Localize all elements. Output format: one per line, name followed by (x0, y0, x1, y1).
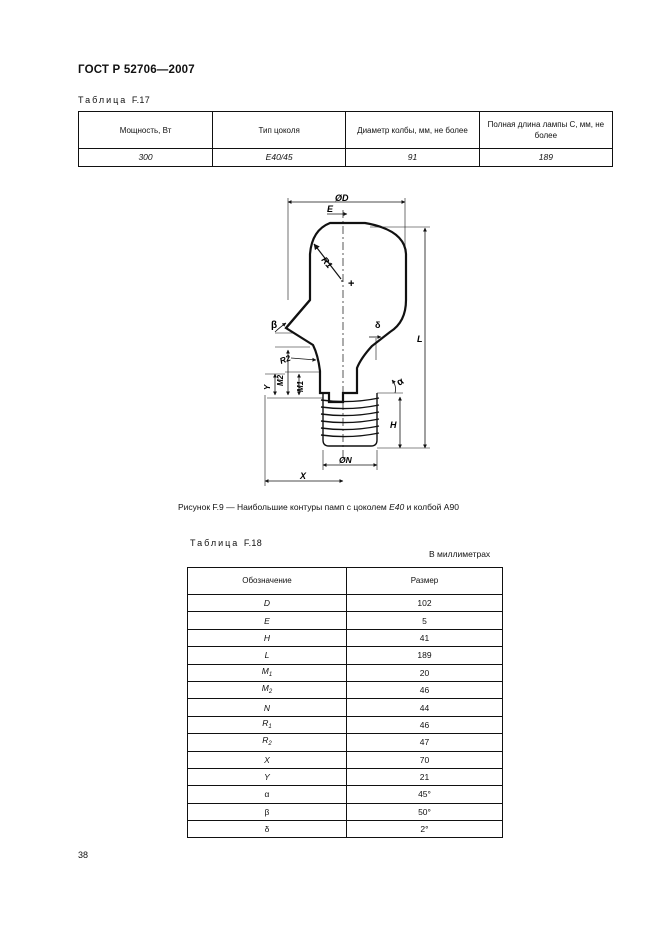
table-f18 (187, 567, 503, 838)
table-row (79, 149, 613, 167)
lamp-outline-drawing (255, 190, 445, 490)
label-delta: δ (375, 320, 381, 330)
label-r1: R1 (319, 254, 335, 271)
label-beta: β (271, 320, 278, 331)
cell-size: 41 (347, 629, 503, 646)
cell-designation (188, 595, 347, 612)
center-mark: + (348, 278, 355, 290)
page-number: 38 (78, 850, 89, 860)
cell-designation (188, 821, 347, 838)
cell-size: 70 (347, 751, 503, 768)
figure-caption (178, 502, 459, 512)
cell-designation (188, 803, 347, 820)
cell-size: 47 (347, 734, 503, 751)
cell-designation (188, 629, 347, 646)
label-r2: R2 (278, 352, 292, 366)
cell-lamp-length: 189 (479, 149, 612, 167)
cell-size: 5 (347, 612, 503, 629)
label-m2: M2 (276, 374, 285, 386)
caption-number: F.18 (243, 538, 263, 548)
table-header-row (79, 112, 613, 149)
threaded-base (321, 393, 379, 446)
header-cell-lamp-length: Полная длина лампы С, мм, не более (479, 112, 612, 149)
designation-symbol: R (262, 735, 269, 746)
document-title: ГОСТ Р 52706—2007 (78, 64, 195, 76)
cell-designation (188, 699, 347, 716)
cell-designation (188, 768, 347, 785)
label-n: ØN (339, 455, 352, 465)
designation-symbol: R (262, 717, 269, 728)
table-row (188, 786, 503, 803)
cell-size: 46 (347, 681, 503, 698)
caption-word: Таблица (78, 95, 128, 105)
caption-mid: и колбой (406, 502, 442, 512)
cell-size: 20 (347, 664, 503, 681)
label-alpha: α (395, 375, 406, 389)
table-row (188, 699, 503, 716)
label-d: ØD (335, 193, 349, 203)
table-row (188, 751, 503, 768)
cell-base-type: E40/45 (213, 149, 346, 167)
designation-symbol: δ (264, 824, 270, 835)
designation-symbol: N (263, 702, 271, 713)
designation-symbol: L (264, 650, 270, 661)
designation-symbol: H (263, 632, 271, 643)
header-cell-bulb-diameter: Диаметр колбы, мм, не более (346, 112, 480, 149)
table-f17 (78, 111, 613, 167)
cell-size: 44 (347, 699, 503, 716)
table-f17-caption (78, 95, 150, 105)
designation-symbol: D (263, 598, 271, 609)
header-cell-power: Мощность, Вт (79, 112, 213, 149)
table-row (188, 612, 503, 629)
units-note: В миллиметрах (429, 549, 491, 559)
cell-designation (188, 647, 347, 664)
designation-subscript: 1 (268, 723, 272, 730)
cell-bulb-diameter: 91 (346, 149, 480, 167)
header-cell-base-type: Тип цоколя (213, 112, 346, 149)
caption-prefix: Рисунок F.9 — Наибольшие контуры памп с цоколем (178, 502, 387, 512)
designation-subscript: 2 (268, 689, 273, 696)
cell-designation (188, 751, 347, 768)
cell-designation (188, 716, 347, 733)
table-row (188, 768, 503, 785)
cell-size: 2° (347, 821, 503, 838)
table-row (188, 595, 503, 612)
table-row (188, 629, 503, 646)
caption-bulb-type: A90 (443, 502, 459, 512)
cell-size: 50° (347, 803, 503, 820)
table-row (188, 734, 503, 751)
cell-designation (188, 734, 347, 751)
label-y: Y (263, 384, 272, 390)
cell-size: 46 (347, 716, 503, 733)
designation-symbol: X (264, 754, 270, 765)
designation-subscript: 1 (268, 671, 273, 678)
table-row (188, 716, 503, 733)
label-x: X (300, 471, 307, 481)
cell-size: 189 (347, 647, 503, 664)
designation-symbol: E (264, 615, 270, 626)
designation-symbol: Y (264, 772, 270, 783)
designation-subscript: 2 (268, 741, 272, 748)
bulb-contour (286, 223, 406, 402)
table-row (188, 821, 503, 838)
caption-number: F.17 (131, 95, 151, 105)
designation-symbol: α (264, 789, 270, 800)
table-row (188, 803, 503, 820)
table-f18-caption (190, 538, 262, 548)
cell-size: 21 (347, 768, 503, 785)
label-l: L (417, 334, 423, 344)
designation-symbol: M (261, 665, 269, 676)
designation-symbol: β (264, 806, 270, 817)
table-row (188, 647, 503, 664)
caption-word: Таблица (190, 538, 240, 548)
cell-designation (188, 664, 347, 681)
cell-power: 300 (79, 149, 213, 167)
caption-base-type: E40 (389, 502, 405, 512)
cell-designation (188, 612, 347, 629)
table-header-row (188, 568, 503, 595)
table-row (188, 681, 503, 698)
cell-designation (188, 786, 347, 803)
cell-designation (188, 681, 347, 698)
cell-size: 102 (347, 595, 503, 612)
label-m1: M1 (296, 380, 305, 392)
header-cell-size: Размер (347, 568, 503, 595)
label-e: E (327, 204, 334, 214)
label-h: H (390, 420, 397, 430)
header-cell-designation: Обозначение (188, 568, 347, 595)
cell-size: 45° (347, 786, 503, 803)
table-row (188, 664, 503, 681)
designation-symbol: M (261, 683, 269, 694)
